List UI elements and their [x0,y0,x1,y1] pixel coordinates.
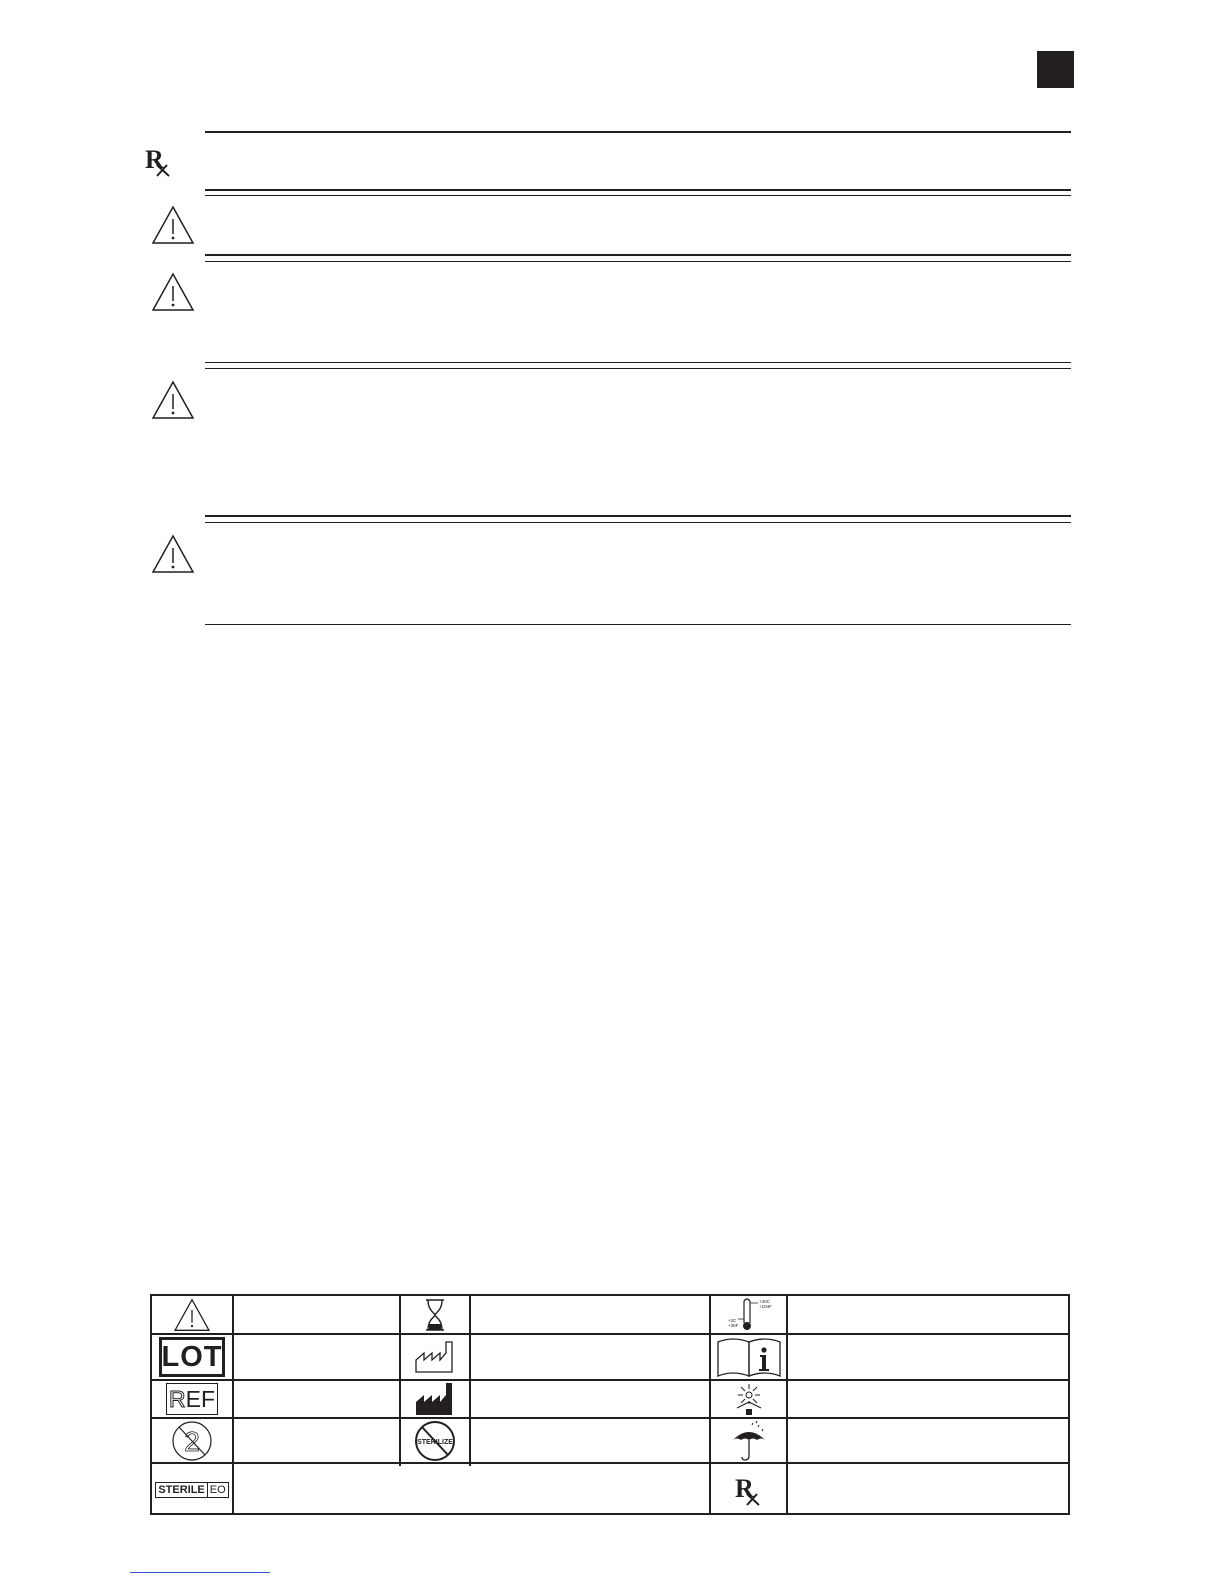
sterile-label: STERILE [158,1483,205,1496]
symbol-description [471,1296,713,1333]
symbol-description [788,1296,1074,1333]
corner-tab [1037,51,1074,88]
temp-high-c: +40C [758,1298,770,1304]
do-not-resterilize-icon [401,1419,469,1462]
rx-icon [145,145,173,182]
section-rule [205,522,1071,523]
ref-label-ef: EF [185,1385,215,1412]
section-rule [205,362,1071,363]
section-rule [205,254,1071,256]
manufacture-date-icon [401,1335,469,1379]
symbol-description [471,1419,713,1462]
symbol-description [234,1419,403,1462]
consult-instructions-icon [711,1335,786,1379]
symbol-description [788,1335,1074,1379]
warning-icon [151,272,195,317]
rx-icon [711,1464,786,1515]
symbol-description [234,1381,403,1417]
svg-text:R: R [145,145,164,174]
symbol-description [788,1464,1074,1515]
symbol-description [234,1464,713,1515]
section-rule-top [205,131,1071,133]
warning-icon [151,205,195,250]
symbol-description [788,1419,1074,1462]
symbols-table [150,1294,1070,1515]
ref-icon [152,1381,232,1417]
warning-icon [151,380,195,425]
symbol-description [234,1296,403,1333]
warning-icon [151,534,195,579]
footer-underline [130,1572,270,1573]
symbol-description [234,1335,403,1379]
do-not-resterilize-label: STERILIZE [417,1438,453,1446]
eo-label: EO [207,1483,228,1497]
do-not-reuse-label: 2 [184,1425,200,1457]
hourglass-icon [401,1296,469,1333]
temp-low-f: +36F [727,1322,738,1328]
section-rule [205,195,1071,196]
sterile-eo-icon [152,1464,232,1515]
section-rule [205,189,1071,191]
ref-label-r: R [168,1385,186,1412]
temp-low-c: +2C [727,1317,736,1323]
section-rule-bottom [205,624,1071,625]
section-rule [205,368,1071,369]
symbol-description [471,1335,713,1379]
keep-away-from-sunlight-icon [711,1381,786,1417]
manufacturer-icon [401,1381,469,1417]
svg-text:R: R [734,1473,754,1503]
temperature-limit-icon [711,1296,786,1333]
temp-high-f: +104F [758,1303,772,1309]
symbol-description [788,1381,1074,1417]
symbol-description [471,1381,713,1417]
do-not-reuse-icon [152,1419,232,1462]
warning-icon [152,1296,232,1333]
lot-icon [152,1335,232,1379]
section-rule [205,515,1071,517]
lot-label: LOT [159,1337,225,1377]
section-rule [205,261,1071,262]
keep-dry-icon [711,1419,786,1462]
